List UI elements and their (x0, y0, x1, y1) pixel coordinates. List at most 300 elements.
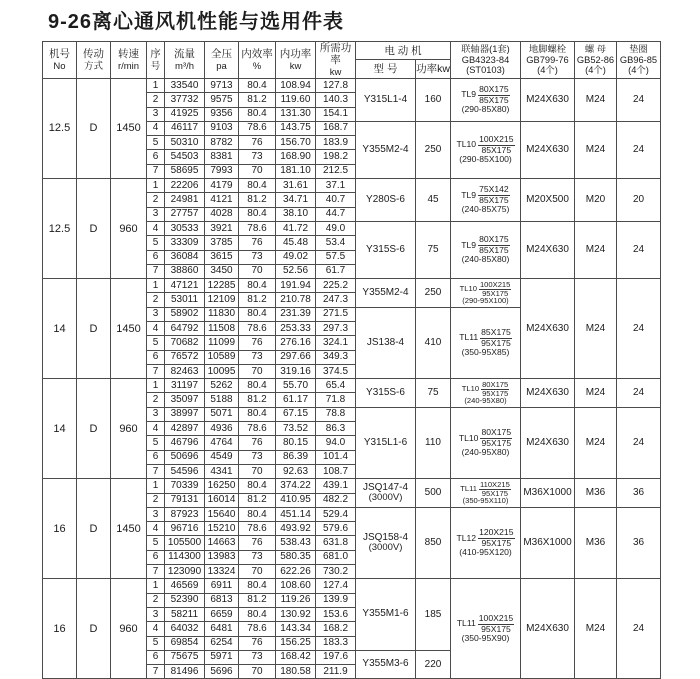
cell-pressure: 10095 (205, 364, 239, 378)
cell-required-power: 631.8 (316, 536, 356, 550)
cell-washer: 36 (617, 507, 661, 578)
cell-required-power: 140.3 (316, 93, 356, 107)
cell-nut: M36 (575, 479, 617, 508)
cell-required-power: 139.9 (316, 593, 356, 607)
cell-seq: 6 (147, 650, 165, 664)
cell-motor-model: Y355M3-6 (356, 650, 416, 679)
cell-flow: 123090 (165, 565, 205, 579)
cell-required-power: 71.8 (316, 393, 356, 407)
cell-internal-power: 319.16 (276, 364, 316, 378)
table-row (43, 379, 661, 393)
cell-required-power: 247.3 (316, 293, 356, 307)
cell-seq: 4 (147, 622, 165, 636)
cell-required-power: 153.6 (316, 607, 356, 621)
cell-required-power: 127.8 (316, 78, 356, 92)
cell-flow: 38997 (165, 407, 205, 421)
cell-nut: M20 (575, 179, 617, 222)
cell-internal-power: 41.72 (276, 221, 316, 235)
coupling-size-fraction: $\frac{80X175}{85X175}$ (479, 234, 509, 255)
cell-seq: 6 (147, 150, 165, 164)
cell-pressure: 15640 (205, 507, 239, 521)
coupling-type: TL9 (461, 189, 477, 200)
cell-seq: 4 (147, 121, 165, 135)
cell-coupling (451, 121, 521, 178)
cell-flow: 46796 (165, 436, 205, 450)
cell-flow: 46569 (165, 579, 205, 593)
coupling-note: (240-85X80) (461, 254, 510, 265)
cell-seq: 2 (147, 193, 165, 207)
cell-seq: 5 (147, 336, 165, 350)
cell-required-power: 53.4 (316, 236, 356, 250)
cell-efficiency: 76 (239, 536, 276, 550)
cell-motor-power: 500 (416, 479, 451, 508)
cell-efficiency: 70 (239, 264, 276, 278)
coupling-note: (240-95X80) (461, 447, 510, 458)
cell-internal-power: 108.94 (276, 78, 316, 92)
cell-required-power: 168.2 (316, 622, 356, 636)
cell-efficiency: 80.4 (239, 379, 276, 393)
cell-flow: 42897 (165, 422, 205, 436)
cell-internal-power: 143.34 (276, 622, 316, 636)
cell-seq: 2 (147, 293, 165, 307)
cell-seq: 4 (147, 422, 165, 436)
cell-flow: 54503 (165, 150, 205, 164)
cell-motor-model: JS138-4 (356, 307, 416, 378)
cell-pressure: 12109 (205, 293, 239, 307)
cell-pressure: 4764 (205, 436, 239, 450)
cell-efficiency: 81.2 (239, 93, 276, 107)
cell-internal-power: 67.15 (276, 407, 316, 421)
cell-coupling (451, 221, 521, 278)
cell-efficiency: 73 (239, 450, 276, 464)
cell-efficiency: 73 (239, 650, 276, 664)
cell-efficiency: 78.6 (239, 622, 276, 636)
cell-internal-power: 130.92 (276, 607, 316, 621)
cell-motor-model: Y315L1-6 (356, 407, 416, 478)
cell-flow: 22206 (165, 179, 205, 193)
cell-machine-no: 12.5 (43, 179, 77, 279)
cell-efficiency: 80.4 (239, 207, 276, 221)
cell-pressure: 6813 (205, 593, 239, 607)
cell-required-power: 730.2 (316, 565, 356, 579)
cell-flow: 36084 (165, 250, 205, 264)
cell-coupling (451, 479, 521, 508)
coupling-type: TL10 (456, 139, 477, 150)
cell-internal-power: 297.66 (276, 350, 316, 364)
cell-motor-model: Y315S-6 (356, 221, 416, 278)
cell-washer: 24 (617, 579, 661, 679)
cell-motor-power: 75 (416, 221, 451, 278)
cell-flow: 52390 (165, 593, 205, 607)
coupling-type: TL11 (460, 484, 477, 494)
cell-internal-power: 119.26 (276, 593, 316, 607)
cell-internal-power: 538.43 (276, 536, 316, 550)
cell-efficiency: 78.6 (239, 422, 276, 436)
coupling-type: TL12 (456, 532, 477, 543)
cell-required-power: 40.7 (316, 193, 356, 207)
cell-speed: 1450 (111, 479, 147, 579)
cell-required-power: 44.7 (316, 207, 356, 221)
cell-efficiency: 80.4 (239, 579, 276, 593)
cell-seq: 4 (147, 522, 165, 536)
cell-internal-power: 143.75 (276, 121, 316, 135)
cell-flow: 47121 (165, 279, 205, 293)
cell-required-power: 127.4 (316, 579, 356, 593)
cell-motor-power: 160 (416, 78, 451, 121)
cell-pressure: 9356 (205, 107, 239, 121)
cell-required-power: 211.9 (316, 665, 356, 679)
cell-efficiency: 76 (239, 436, 276, 450)
cell-internal-power: 73.52 (276, 422, 316, 436)
cell-required-power: 681.0 (316, 550, 356, 564)
col-header-speed: 转速 r/min (111, 42, 147, 79)
cell-flow: 76572 (165, 350, 205, 364)
cell-internal-power: 49.02 (276, 250, 316, 264)
cell-pressure: 4549 (205, 450, 239, 464)
cell-seq: 6 (147, 550, 165, 564)
cell-speed: 960 (111, 179, 147, 279)
cell-coupling (451, 579, 521, 679)
cell-internal-power: 180.58 (276, 665, 316, 679)
table-row (43, 579, 661, 593)
cell-internal-power: 622.26 (276, 565, 316, 579)
cell-coupling (451, 307, 521, 378)
cell-efficiency: 78.6 (239, 522, 276, 536)
cell-pressure: 3450 (205, 264, 239, 278)
cell-motor-power: 850 (416, 507, 451, 578)
cell-seq: 1 (147, 78, 165, 92)
cell-pressure: 15210 (205, 522, 239, 536)
cell-flow: 81496 (165, 665, 205, 679)
cell-machine-no: 12.5 (43, 78, 77, 178)
cell-anchor-bolt: M24X630 (521, 379, 575, 408)
cell-flow: 70682 (165, 336, 205, 350)
cell-flow: 58211 (165, 607, 205, 621)
cell-pressure: 6659 (205, 607, 239, 621)
cell-washer: 24 (617, 407, 661, 478)
coupling-note: (290-95X100) (462, 296, 509, 306)
table-row (43, 279, 661, 293)
cell-seq: 4 (147, 221, 165, 235)
cell-internal-power: 181.10 (276, 164, 316, 178)
cell-pressure: 8782 (205, 136, 239, 150)
coupling-size-fraction: $\frac{80X175}{95X175}$ (482, 379, 509, 398)
cell-efficiency: 76 (239, 236, 276, 250)
cell-internal-power: 451.14 (276, 507, 316, 521)
cell-nut: M36 (575, 507, 617, 578)
cell-internal-power: 374.22 (276, 479, 316, 493)
cell-seq: 2 (147, 593, 165, 607)
cell-internal-power: 108.60 (276, 579, 316, 593)
cell-efficiency: 80.4 (239, 279, 276, 293)
cell-efficiency: 78.6 (239, 221, 276, 235)
col-header-no: 机号 No (43, 42, 77, 79)
coupling-size-fraction: $\frac{85X175}{95X175}$ (481, 327, 511, 348)
cell-motor-model: Y315S-6 (356, 379, 416, 408)
cell-pressure: 11830 (205, 307, 239, 321)
col-header-pressure: 全压 pa (205, 42, 239, 79)
cell-pressure: 11099 (205, 336, 239, 350)
cell-required-power: 374.5 (316, 364, 356, 378)
cell-efficiency: 78.6 (239, 322, 276, 336)
col-header-coupling: 联轴器(1套) GB4323-84 (ST0103) (451, 42, 521, 79)
cell-internal-power: 38.10 (276, 207, 316, 221)
cell-required-power: 168.7 (316, 121, 356, 135)
cell-flow: 64792 (165, 322, 205, 336)
cell-required-power: 529.4 (316, 507, 356, 521)
cell-internal-power: 55.70 (276, 379, 316, 393)
cell-efficiency: 80.4 (239, 607, 276, 621)
cell-pressure: 13983 (205, 550, 239, 564)
cell-required-power: 78.8 (316, 407, 356, 421)
cell-flow: 69854 (165, 636, 205, 650)
cell-seq: 5 (147, 436, 165, 450)
cell-efficiency: 80.4 (239, 479, 276, 493)
cell-flow: 24981 (165, 193, 205, 207)
cell-motor-power: 110 (416, 407, 451, 478)
cell-required-power: 37.1 (316, 179, 356, 193)
cell-motor-power: 250 (416, 279, 451, 308)
cell-seq: 3 (147, 607, 165, 621)
coupling-type: TL9 (461, 239, 477, 250)
cell-pressure: 9713 (205, 78, 239, 92)
cell-flow: 53011 (165, 293, 205, 307)
cell-coupling (451, 279, 521, 308)
page-title: 9-26离心通风机性能与选用件表 (48, 11, 345, 33)
coupling-note: (410-95X120) (459, 547, 512, 558)
cell-drive: D (77, 279, 111, 379)
cell-efficiency: 70 (239, 665, 276, 679)
cell-drive: D (77, 579, 111, 679)
cell-motor-power: 45 (416, 179, 451, 222)
cell-washer: 36 (617, 479, 661, 508)
cell-required-power: 101.4 (316, 450, 356, 464)
cell-motor-model: Y355M2-4 (356, 279, 416, 308)
cell-motor-model: JSQ147-4 (3000V) (356, 479, 416, 508)
cell-required-power: 271.5 (316, 307, 356, 321)
cell-flow: 114300 (165, 550, 205, 564)
table-row (43, 78, 661, 92)
cell-nut: M24 (575, 379, 617, 408)
cell-motor-power: 410 (416, 307, 451, 378)
cell-flow: 105500 (165, 536, 205, 550)
cell-efficiency: 81.2 (239, 593, 276, 607)
cell-pressure: 5188 (205, 393, 239, 407)
table-row (43, 479, 661, 493)
cell-drive: D (77, 379, 111, 479)
cell-required-power: 65.4 (316, 379, 356, 393)
cell-washer: 24 (617, 78, 661, 121)
cell-seq: 6 (147, 250, 165, 264)
cell-speed: 960 (111, 579, 147, 679)
cell-flow: 27757 (165, 207, 205, 221)
cell-efficiency: 81.2 (239, 393, 276, 407)
cell-pressure: 4121 (205, 193, 239, 207)
cell-internal-power: 410.95 (276, 493, 316, 507)
cell-efficiency: 76 (239, 336, 276, 350)
cell-motor-model: Y355M2-4 (356, 121, 416, 178)
cell-required-power: 212.5 (316, 164, 356, 178)
cell-flow: 46117 (165, 121, 205, 135)
cell-flow: 33309 (165, 236, 205, 250)
cell-seq: 6 (147, 350, 165, 364)
cell-efficiency: 80.4 (239, 507, 276, 521)
cell-anchor-bolt: M24X630 (521, 579, 575, 679)
col-header-required-power: 所需功率 kw (316, 42, 356, 79)
cell-drive: D (77, 479, 111, 579)
cell-required-power: 349.3 (316, 350, 356, 364)
cell-pressure: 5071 (205, 407, 239, 421)
coupling-size-fraction: $\frac{100X215}{85X175}$ (479, 134, 514, 155)
coupling-note: (350-95X110) (462, 496, 509, 506)
cell-coupling (451, 379, 521, 408)
cell-coupling (451, 507, 521, 578)
cell-seq: 3 (147, 207, 165, 221)
cell-machine-no: 16 (43, 479, 77, 579)
cell-drive: D (77, 179, 111, 279)
cell-pressure: 9103 (205, 121, 239, 135)
col-header-seq: 序 号 (147, 42, 165, 79)
cell-seq: 3 (147, 307, 165, 321)
cell-flow: 38860 (165, 264, 205, 278)
cell-efficiency: 73 (239, 350, 276, 364)
cell-required-power: 225.2 (316, 279, 356, 293)
cell-efficiency: 81.2 (239, 293, 276, 307)
cell-speed: 1450 (111, 78, 147, 178)
cell-pressure: 8381 (205, 150, 239, 164)
cell-seq: 5 (147, 536, 165, 550)
cell-anchor-bolt: M20X500 (521, 179, 575, 222)
cell-nut: M24 (575, 78, 617, 121)
cell-seq: 7 (147, 164, 165, 178)
cell-seq: 1 (147, 279, 165, 293)
cell-seq: 7 (147, 464, 165, 478)
cell-pressure: 6254 (205, 636, 239, 650)
cell-anchor-bolt: M24X630 (521, 121, 575, 178)
cell-efficiency: 80.4 (239, 407, 276, 421)
cell-motor-power: 185 (416, 579, 451, 650)
cell-efficiency: 73 (239, 550, 276, 564)
cell-seq: 3 (147, 407, 165, 421)
header-row (43, 42, 661, 60)
cell-washer: 24 (617, 121, 661, 178)
cell-efficiency: 70 (239, 464, 276, 478)
cell-internal-power: 493.92 (276, 522, 316, 536)
cell-seq: 1 (147, 479, 165, 493)
cell-internal-power: 61.17 (276, 393, 316, 407)
col-header-motor-model: 型 号 (356, 60, 416, 78)
cell-required-power: 61.7 (316, 264, 356, 278)
coupling-note: (290-85X80) (461, 104, 510, 115)
fan-performance-table (42, 41, 661, 679)
cell-flow: 54596 (165, 464, 205, 478)
cell-internal-power: 168.90 (276, 150, 316, 164)
cell-washer: 24 (617, 221, 661, 278)
cell-flow: 50310 (165, 136, 205, 150)
cell-motor-model: Y315L1-4 (356, 78, 416, 121)
cell-required-power: 197.6 (316, 650, 356, 664)
cell-flow: 31197 (165, 379, 205, 393)
coupling-type: TL10 (458, 432, 479, 443)
coupling-note: (240-85X75) (461, 204, 510, 215)
cell-internal-power: 119.60 (276, 93, 316, 107)
cell-efficiency: 80.4 (239, 179, 276, 193)
cell-machine-no: 14 (43, 279, 77, 379)
cell-efficiency: 81.2 (239, 193, 276, 207)
cell-internal-power: 168.42 (276, 650, 316, 664)
coupling-type: TL10 (459, 284, 477, 294)
cell-seq: 2 (147, 393, 165, 407)
cell-pressure: 12285 (205, 279, 239, 293)
cell-pressure: 11508 (205, 322, 239, 336)
cell-internal-power: 92.63 (276, 464, 316, 478)
cell-pressure: 16250 (205, 479, 239, 493)
cell-required-power: 49.0 (316, 221, 356, 235)
cell-seq: 3 (147, 107, 165, 121)
coupling-type: TL11 (456, 618, 476, 629)
coupling-size-fraction: $\frac{75X142}{85X175}$ (479, 184, 509, 205)
cell-seq: 2 (147, 493, 165, 507)
cell-seq: 5 (147, 236, 165, 250)
cell-flow: 75675 (165, 650, 205, 664)
cell-pressure: 3615 (205, 250, 239, 264)
cell-required-power: 297.3 (316, 322, 356, 336)
cell-required-power: 324.1 (316, 336, 356, 350)
cell-seq: 2 (147, 93, 165, 107)
cell-seq: 1 (147, 179, 165, 193)
cell-pressure: 3921 (205, 221, 239, 235)
coupling-size-fraction: $\frac{100X215}{95X175}$ (479, 279, 511, 298)
col-header-washer: 垫圈 GB96-85 (4个) (617, 42, 661, 79)
cell-washer: 24 (617, 379, 661, 408)
cell-pressure: 6911 (205, 579, 239, 593)
cell-machine-no: 16 (43, 579, 77, 679)
cell-required-power: 198.2 (316, 150, 356, 164)
cell-required-power: 154.1 (316, 107, 356, 121)
col-header-flow: 流量 m³/h (165, 42, 205, 79)
cell-efficiency: 73 (239, 250, 276, 264)
cell-seq: 3 (147, 507, 165, 521)
coupling-type: TL11 (459, 332, 479, 343)
cell-motor-power: 75 (416, 379, 451, 408)
coupling-size-fraction: $\frac{110X215}{95X175}$ (479, 479, 510, 498)
cell-seq: 7 (147, 565, 165, 579)
cell-flow: 58902 (165, 307, 205, 321)
coupling-type: TL10 (461, 384, 480, 394)
cell-pressure: 6481 (205, 622, 239, 636)
cell-flow: 58695 (165, 164, 205, 178)
cell-pressure: 13324 (205, 565, 239, 579)
cell-pressure: 3785 (205, 236, 239, 250)
cell-washer: 24 (617, 279, 661, 379)
cell-motor-model: Y355M1-6 (356, 579, 416, 650)
cell-internal-power: 45.48 (276, 236, 316, 250)
cell-nut: M24 (575, 221, 617, 278)
cell-flow: 70339 (165, 479, 205, 493)
cell-anchor-bolt: M24X630 (521, 279, 575, 379)
cell-internal-power: 253.33 (276, 322, 316, 336)
cell-efficiency: 80.4 (239, 107, 276, 121)
cell-flow: 64032 (165, 622, 205, 636)
cell-coupling (451, 407, 521, 478)
cell-motor-model: JSQ158-4 (3000V) (356, 507, 416, 578)
cell-coupling (451, 78, 521, 121)
cell-internal-power: 231.39 (276, 307, 316, 321)
cell-flow: 41925 (165, 107, 205, 121)
cell-speed: 1450 (111, 279, 147, 379)
cell-internal-power: 156.25 (276, 636, 316, 650)
cell-seq: 7 (147, 364, 165, 378)
